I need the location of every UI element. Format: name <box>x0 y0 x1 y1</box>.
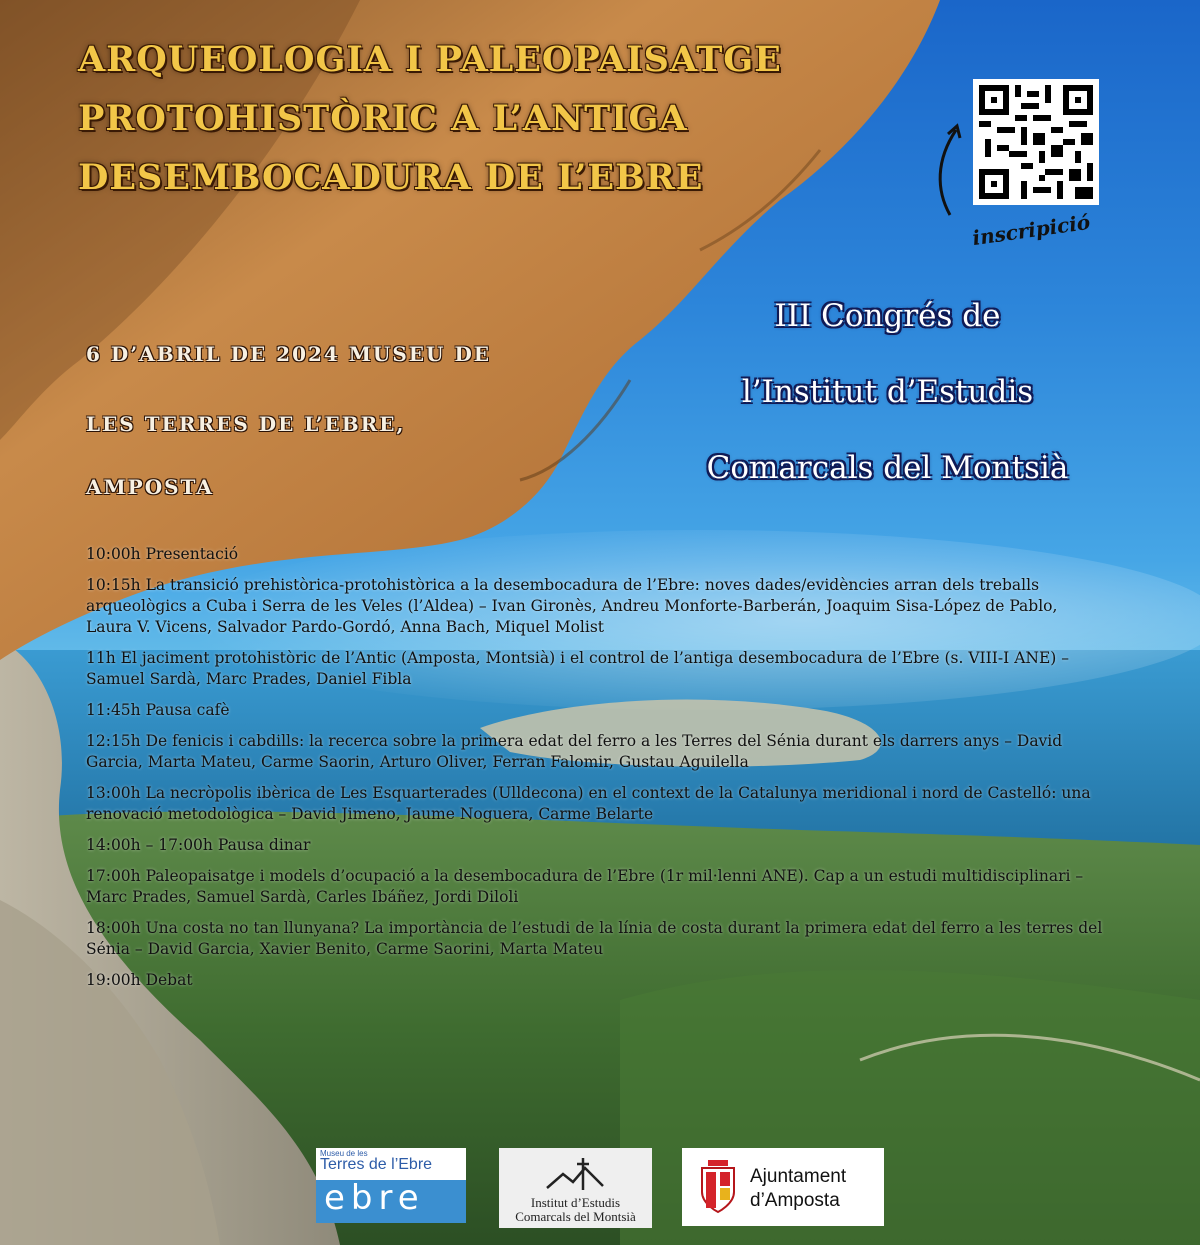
congress-line-2: l’Institut d’Estudis <box>741 374 1034 410</box>
museu-logo-wordmark: ebre <box>324 1178 425 1218</box>
congress-line-3: Comarcals del Montsià <box>706 450 1069 486</box>
inscription-label: inscripició <box>970 209 1092 251</box>
museu-logo <box>316 1148 466 1223</box>
museu-logo-line1: Museu de les <box>320 1149 368 1158</box>
program-schedule <box>86 544 1106 1001</box>
program-item: 11:45h Pausa cafè <box>86 701 230 719</box>
ajuntament-logo <box>682 1148 884 1226</box>
program-item: 18:00h Una costa no tan llunyana? La importància de l’estudi de la línia de costa durant la primera edat del ferro a les terres del Sénia – David Garcia, Xavier Benito, Carme Saorini, Marta Mateu <box>86 919 1103 958</box>
program-item: 10:00h Presentació <box>86 545 239 563</box>
date-line-1: 6 D’ABRIL DE 2024 MUSEU DE <box>86 342 492 366</box>
program-item: 17:00h Paleopaisatge i models d’ocupació a la desembocadura de l’Ebre (1r mil·lenni ANE). Cap a un estudi multidisciplinari – Marc Prades, Samuel Sardà, Carles Ibáñez, Jordi Diloli <box>86 867 1084 906</box>
curved-arrow-icon <box>930 120 970 220</box>
program-item: 11h El jaciment protohistòric de l’Antic (Amposta, Montsià) i el control de l’antiga desembocadura de l’Ebre (s. VIII-I ANE) – Samuel Sardà, Marc Prades, Daniel Fibla <box>86 649 1069 688</box>
ajuntament-logo-line2: d’Amposta <box>750 1190 840 1211</box>
program-item: 19:00h Debat <box>86 971 193 989</box>
congress-title <box>640 278 1135 506</box>
date-line-2: LES TERRES DE L’EBRE, <box>86 412 406 436</box>
date-line-3: AMPOSTA <box>86 475 214 499</box>
museu-logo-line2: Terres de l’Ebre <box>320 1156 433 1173</box>
sponsor-logos <box>316 1148 916 1228</box>
poster-title: ARQUEOLOGIA I PALEOPAISATGE PROTOHISTÒRIC A L’ANTIGA DESEMBOCADURA DE L’EBRE <box>78 39 782 198</box>
institut-logo-line2: Comarcals del Montsià <box>515 1209 636 1224</box>
program-item: 14:00h – 17:00h Pausa dinar <box>86 836 311 854</box>
institut-logo <box>499 1148 652 1228</box>
qr-code-icon[interactable] <box>973 79 1099 205</box>
program-item: 10:15h La transició prehistòrica-protohistòrica a la desembocadura de l’Ebre: noves dades/evidències arran dels treballs arqueològics a Cuba i Serra de les Veles (l’Aldea) – Ivan Gironès, Andreu Monforte-Barberán, Joaquim Sisa-López de Pablo, Laura V. Vicens, Salvador Pardo-Gordó, Anna Bach, Miquel Molist <box>86 576 1058 636</box>
institut-mark-icon <box>543 1152 607 1194</box>
institut-logo-line1: Institut d’Estudis <box>530 1195 621 1210</box>
congress-line-1: III Congrés de <box>774 298 1001 334</box>
program-item: 13:00h La necròpolis ibèrica de Les Esquarterades (Ulldecona) en el context de la Catalunya meridional i nord de Castelló: una renovació metodològica – David Jimeno, Jaume Noguera, Carme Belarte <box>86 784 1091 823</box>
ajuntament-logo-line1: Ajuntament <box>750 1166 847 1187</box>
coat-of-arms-icon <box>696 1158 740 1216</box>
program-item: 12:15h De fenicis i cabdills: la recerca sobre la primera edat del ferro a les Terres del Sénia durant els darrers anys – David Garcia, Marta Mateu, Carme Saorin, Arturo Oliver, Ferran Falomir, Gustau Aguilella <box>86 732 1063 771</box>
